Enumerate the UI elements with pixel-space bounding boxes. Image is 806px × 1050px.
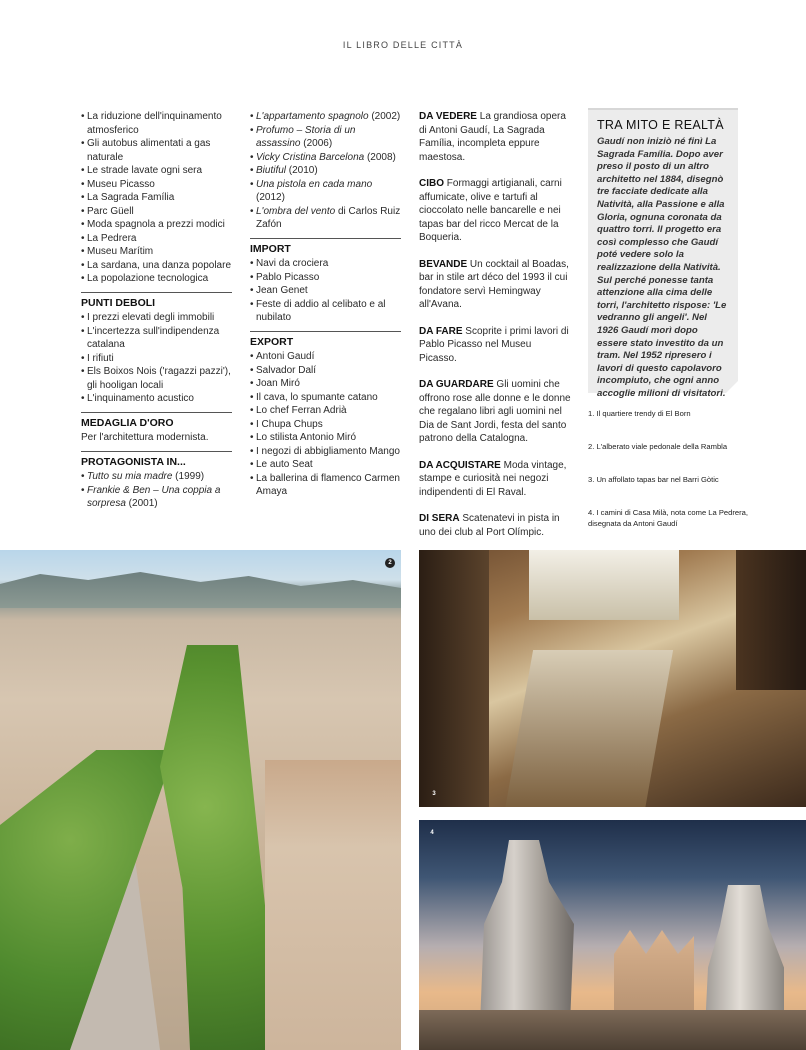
column-2 [250,110,401,499]
film-year: (2001) [125,498,158,509]
export-list [250,350,401,499]
medaglia-text: Per l'architettura modernista. [81,432,209,443]
paragraph-lead: DA VEDERE [419,111,477,122]
paragraph-text: Gli uomini che offrono rose alle donne e le donne che regalano libri agli uomini nel Dia de Sant Jordi, festa del santo patrono della Catalogna. [419,379,571,444]
film-year: (2006) [300,138,333,149]
list-item: • Il cava, lo spumante catano [250,391,401,405]
photo-number-3: 3 [432,791,436,797]
caption-4: 4. I camini di Casa Milà, nota come La Pedrera, disegnata da Antoni Gaudí [588,508,748,528]
guide-paragraph [419,378,571,446]
paragraph-lead: DA GUARDARE [419,379,494,390]
strengths-list [81,110,232,286]
film-year: (2002) [368,111,401,122]
guide-paragraph [419,512,571,539]
list-item: • La ballerina di flamenco Carmen Amaya [250,472,401,499]
paragraph-text: Un cocktail al Boadas, bar in stile art déco del 1993 il cui fondatore servì Hemingway all'Avana. [419,258,569,310]
film-title: L'ombra del vento [256,205,336,217]
list-item: • I negozi di abbigliamento Mango [250,445,401,459]
list-item: • La riduzione dell'inquinamento atmosferico [81,110,232,137]
photo-captions [588,408,748,551]
photo-tapas-bar [419,550,806,807]
film-title: Biutiful [256,165,287,176]
guide-paragraph [419,110,571,164]
film-item [250,164,401,178]
film-year: di Carlos Ruiz Zafón [256,205,401,230]
list-item: • Antoni Gaudí [250,350,401,364]
list-item: • Lo stilista Antonio Miró [250,431,401,445]
paragraph-lead: DI SERA [419,513,460,524]
film-year: (1999) [172,471,205,482]
paragraph-lead: CIBO [419,178,444,189]
photo-number-2: 2 [385,558,395,568]
photo-window [529,550,679,620]
paragraph-text: Moda vintage, stampe e curiosità nei negozi indipendenti di El Raval. [419,459,567,498]
list-item: • Pablo Picasso [250,271,401,285]
film-year: (2008) [364,151,396,163]
guide-paragraph [419,258,571,312]
paragraph-text: Scoprite i primi lavori di Pablo Picasso nel Museu Picasso. [419,325,569,364]
photo-building [265,760,401,1050]
paragraph-lead: BEVANDE [419,258,468,270]
film-item [81,470,232,484]
list-item: • La popolazione tecnologica [81,272,232,286]
film-title: L'appartamento spagnolo [256,111,369,122]
list-item: • Moda spagnola a prezzi modici [81,218,232,232]
export-heading: EXPORT [250,331,401,350]
photo-trees-right [130,645,280,1050]
caption-1: 1. Il quartiere trendy di El Born [588,409,691,418]
photo-rambla [0,550,401,1050]
paragraph-text: Scatenatevi in pista in uno dei club al Port Olímpic. [419,513,560,538]
film-title: Profumo – Storia di un assassino [256,124,356,149]
paragraph-text: La grandiosa opera di Antoni Gaudí, La Sagrada Família, incompleta eppure maestosa. [419,111,566,163]
photo-shelf-right [736,550,806,690]
protagonista-heading: PROTAGONISTA IN... [81,451,232,470]
film-item [250,151,401,165]
list-item: • Lo chef Ferran Adrià [250,404,401,418]
caption-2: 2. L'alberato viale pedonale della Rambla [588,442,728,451]
sidebar-text: Gaudí non iniziò né finì La Sagrada Família. Dopo aver preso il posto di un altro architetto nel 1884, disegnò tre facciate dedicate alla Natività, alla Passione e alla Gloria, ognuna coronata da quattro torri. Il progetto era così complesso che Gaudí poté vedere solo la realizzazione della Natività. Sul perché ponesse tanta attenzione alla cima delle torri, l'architetto rispose: 'Le vedranno gli angeli'. Nel 1926 Gaudí morì dopo essere stato investito da un tram. Nel 1952 ripresero i lavori di questo capolavoro incompiuto, che ogni anno accoglie milioni di visitatori. [597,136,727,399]
column-1 [81,110,232,511]
guide-paragraph [419,177,571,245]
list-item: • I rifiuti [81,352,232,366]
caption-3: 3. Un affollato tapas bar nel Barri Gòtic [588,475,719,484]
film-item [81,484,232,511]
film-item [250,124,401,151]
film-item [250,110,401,124]
guide-paragraph [419,459,571,500]
films-list [250,110,401,232]
running-head: IL LIBRO DELLE CITTÀ [342,40,464,50]
sidebar-title: TRA MITO E REALTÀ [597,118,724,132]
list-item: • La sardana, una danza popolare [81,259,232,273]
list-item: • La Pedrera [81,232,232,246]
list-item: • I Chupa Chups [250,418,401,432]
list-item: • Jean Genet [250,284,401,298]
list-item: • Parc Güell [81,205,232,219]
paragraph-text: Formaggi artigianali, carni affumicate, olive e tartufi al cioccolato nelle bancarelle e nei tapas bar del ricco Mercat de la Boqueria. [419,178,562,243]
protagonista-list [81,470,232,511]
film-year: (2012) [256,192,285,203]
list-item: • Joan Miró [250,377,401,391]
photo-counter [505,650,673,807]
list-item: • I prezzi elevati degli immobili [81,311,232,325]
film-year: (2010) [286,165,318,176]
list-item: • Museu Picasso [81,178,232,192]
photo-casa-mila [419,820,806,1050]
film-item [250,205,401,232]
list-item: • L'inquinamento acustico [81,392,232,406]
medaglia-heading: MEDAGLIA D'ORO [81,412,232,431]
paragraph-lead: DA ACQUISTARE [419,459,501,471]
paragraph-lead: DA FARE [419,325,463,337]
list-item: • L'incertezza sull'indipendenza catalana [81,325,232,352]
list-item: • Feste di addio al celibato e al nubilato [250,298,401,325]
photo-number-4: 4 [430,830,434,836]
list-item: • Le strade lavate ogni sera [81,164,232,178]
column-3 [419,110,571,552]
film-title: Tutto su mia madre [87,471,173,482]
import-list [250,257,401,325]
list-item: • La Sagrada Família [81,191,232,205]
guide-paragraph [419,325,571,366]
list-item: • Museu Marítim [81,245,232,259]
photo-shelf-left [419,550,489,807]
film-title: Frankie & Ben – Una coppia a sorpresa [87,484,221,509]
film-title: Una pistola en cada mano [256,178,373,190]
sidebar-box [588,108,738,399]
punti-deboli-list [81,311,232,406]
punti-deboli-heading: PUNTI DEBOLI [81,292,232,311]
list-item: • Els Boixos Nois ('ragazzi pazzi'), gli hooligan locali [81,365,232,392]
photo-mountains [0,568,401,608]
film-item [250,178,401,205]
list-item: • Salvador Dalí [250,364,401,378]
photo-rooftop [419,1010,806,1050]
list-item: • Navi da crociera [250,257,401,271]
film-title: Vicky Cristina Barcelona [256,151,365,163]
list-item: • Le auto Seat [250,458,401,472]
list-item: • Gli autobus alimentati a gas naturale [81,137,232,164]
import-heading: IMPORT [250,238,401,257]
